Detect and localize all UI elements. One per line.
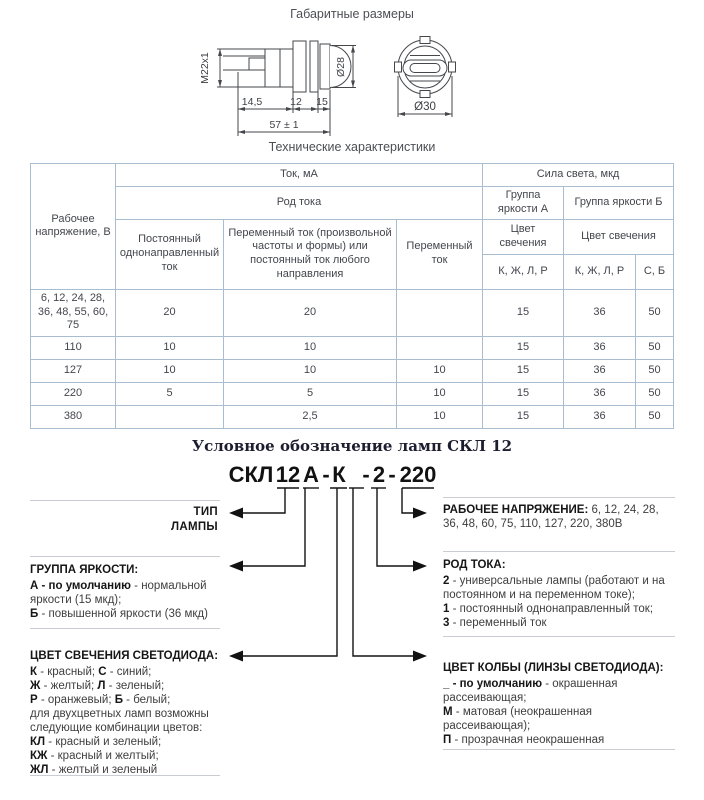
formula-dash-1: - — [322, 462, 330, 487]
cell-intensity-b2: 50 — [636, 359, 674, 382]
header-glow-color-b: Цвет свечения — [564, 219, 674, 254]
cell-intensity-b2: 50 — [636, 289, 674, 336]
header-colors-a: К, Ж, Л, Р — [483, 254, 564, 289]
bulb-color-line: П - прозрачная неокрашенная — [443, 734, 605, 747]
lamp-type-line1: ТИП — [193, 506, 218, 518]
callout-lines — [243, 488, 434, 656]
cell-ac-any: 5 — [224, 382, 397, 405]
bulb-color-heading: ЦВЕТ КОЛБЫ (ЛИНЗЫ СВЕТОДИОДА): — [443, 662, 664, 674]
cell-intensity-b1: 36 — [564, 405, 636, 428]
header-current-kind: Род тока — [116, 187, 483, 220]
current-kind-heading: РОД ТОКА: — [443, 559, 506, 571]
table-row — [31, 289, 674, 336]
formula-voltage: 220 — [399, 462, 437, 487]
header-dc: Постоянный однонаправленный ток — [116, 219, 224, 289]
cell-intensity-b2: 50 — [636, 336, 674, 359]
divider — [443, 497, 675, 498]
formula-dash-2: - — [362, 462, 370, 487]
header-brightness-a: Группа яркости А — [483, 187, 564, 220]
cell-ac-any: 20 — [224, 289, 397, 336]
divider — [30, 556, 220, 557]
lamp-type-label — [30, 505, 218, 535]
dim-total-label: 57 ± 1 — [269, 119, 299, 131]
glow-color-line: КЛ - красный и зеленый; — [30, 736, 162, 749]
cell-ac-any: 10 — [224, 336, 397, 359]
formula-dash-3: - — [388, 462, 396, 487]
dim-b-label: 12 — [290, 96, 302, 108]
cell-voltage: 127 — [31, 359, 116, 382]
cell-ac: 10 — [397, 382, 483, 405]
specs-table — [30, 163, 674, 429]
cell-intensity-b1: 36 — [564, 359, 636, 382]
current-kind-line: 2 - универсальные лампы (работают и на постоянном и на переменном токе); — [443, 575, 665, 602]
glow-color-heading: ЦВЕТ СВЕЧЕНИЯ СВЕТОДИОДА: — [30, 650, 219, 662]
dim-c-label: 15 — [316, 96, 328, 108]
designation-title: Условное обозначение ламп СКЛ 12 — [191, 437, 513, 455]
table-row — [31, 359, 674, 382]
header-colors-b1: К, Ж, Л, Р — [564, 254, 636, 289]
divider — [30, 628, 220, 629]
cell-intensity-a: 15 — [483, 359, 564, 382]
current-kind-block — [443, 558, 676, 630]
cell-ac — [397, 289, 483, 336]
front-diameter-label: Ø30 — [414, 101, 436, 113]
glow-color-line: для двухцветных ламп возможны следующие комбинации цветов: — [30, 708, 209, 735]
divider — [443, 551, 675, 552]
cell-voltage: 6, 12, 24, 28, 36, 48, 55, 60, 75 — [31, 289, 116, 336]
cell-voltage: 220 — [31, 382, 116, 405]
cell-intensity-b1: 36 — [564, 289, 636, 336]
header-glow-color-a: Цвет свечения — [483, 219, 564, 254]
table-row — [31, 336, 674, 359]
divider — [443, 636, 675, 637]
cell-intensity-a: 15 — [483, 289, 564, 336]
header-brightness-b: Группа яркости Б — [564, 187, 674, 220]
glow-color-line: К - красный; С - синий; — [30, 666, 152, 679]
brightness-group-line: А - по умолчанию - нормальной яркости (15 мкд); — [30, 580, 207, 607]
formula-size: 12 — [275, 462, 301, 487]
dome-diameter-label: Ø28 — [335, 57, 347, 77]
glow-color-line: Ж - желтый; Л - зеленый; — [30, 680, 165, 693]
thread-dim-label: M22x1 — [199, 52, 211, 84]
formula-current: 2 — [372, 462, 386, 487]
bulb-color-block — [443, 661, 676, 747]
formula-glow-color: К — [332, 462, 346, 487]
cell-dc: 5 — [116, 382, 224, 405]
cell-ac — [397, 336, 483, 359]
brightness-group-block — [30, 563, 222, 621]
glow-color-line: ЖЛ - желтый и зеленый — [30, 764, 158, 777]
cell-voltage: 110 — [31, 336, 116, 359]
cell-intensity-a: 15 — [483, 336, 564, 359]
dimensional-drawing — [195, 24, 465, 139]
callout-arrowheads — [229, 508, 427, 662]
dim-a-label: 14,5 — [241, 96, 263, 108]
glow-color-line: КЖ - красный и желтый; — [30, 750, 159, 763]
cell-ac-any: 10 — [224, 359, 397, 382]
cell-ac: 10 — [397, 405, 483, 428]
header-light-intensity: Сила света, мкд — [483, 164, 674, 187]
header-voltage: Рабочее напряжение, В — [31, 164, 116, 290]
cell-voltage: 380 — [31, 405, 116, 428]
cell-dc — [116, 405, 224, 428]
cell-dc: 10 — [116, 359, 224, 382]
specs-section-title: Технические характеристики — [268, 140, 436, 154]
bulb-color-line: М - матовая (неокрашенная рассеивающая); — [443, 706, 592, 733]
cell-ac-any: 2,5 — [224, 405, 397, 428]
dimensions-section-title: Габаритные размеры — [290, 7, 414, 21]
table-row — [31, 405, 674, 428]
glow-color-block — [30, 649, 222, 777]
current-kind-line: 1 - постоянный однонаправленный ток; — [443, 603, 654, 616]
header-ac-any: Переменный ток (произвольной частоты и формы) или постоянный ток любого направления — [224, 219, 397, 289]
lamp-type-line2: ЛАМПЫ — [171, 520, 218, 533]
brightness-group-heading: ГРУППА ЯРКОСТИ: — [30, 564, 139, 576]
header-ac: Переменный ток — [397, 219, 483, 289]
formula-type: СКЛ — [228, 462, 274, 487]
bulb-color-line: _ - по умолчанию - окрашенная рассеивающая; — [443, 678, 618, 705]
table-row — [31, 382, 674, 405]
glow-color-line: Р - оранжевый; Б - белый; — [30, 694, 171, 707]
cell-intensity-a: 15 — [483, 382, 564, 405]
working-voltage-block — [443, 503, 676, 531]
cell-ac: 10 — [397, 359, 483, 382]
header-colors-b2: С, Б — [636, 254, 674, 289]
cell-dc: 20 — [116, 289, 224, 336]
divider — [30, 500, 220, 501]
cell-intensity-b1: 36 — [564, 336, 636, 359]
header-current: Ток, мА — [116, 164, 483, 187]
cell-dc: 10 — [116, 336, 224, 359]
working-voltage-line: РАБОЧЕЕ НАПРЯЖЕНИЕ: 6, 12, 24, 28, 36, 48, 60, 75, 110, 127, 220, 380В — [443, 504, 659, 531]
formula-brightness: А — [303, 462, 319, 487]
cell-intensity-b2: 50 — [636, 405, 674, 428]
current-kind-line: 3 - переменный ток — [443, 617, 547, 630]
cell-intensity-b2: 50 — [636, 382, 674, 405]
cell-intensity-b1: 36 — [564, 382, 636, 405]
cell-intensity-a: 15 — [483, 405, 564, 428]
divider — [443, 749, 675, 750]
brightness-group-line: Б - повышенной яркости (36 мкд) — [30, 608, 208, 621]
